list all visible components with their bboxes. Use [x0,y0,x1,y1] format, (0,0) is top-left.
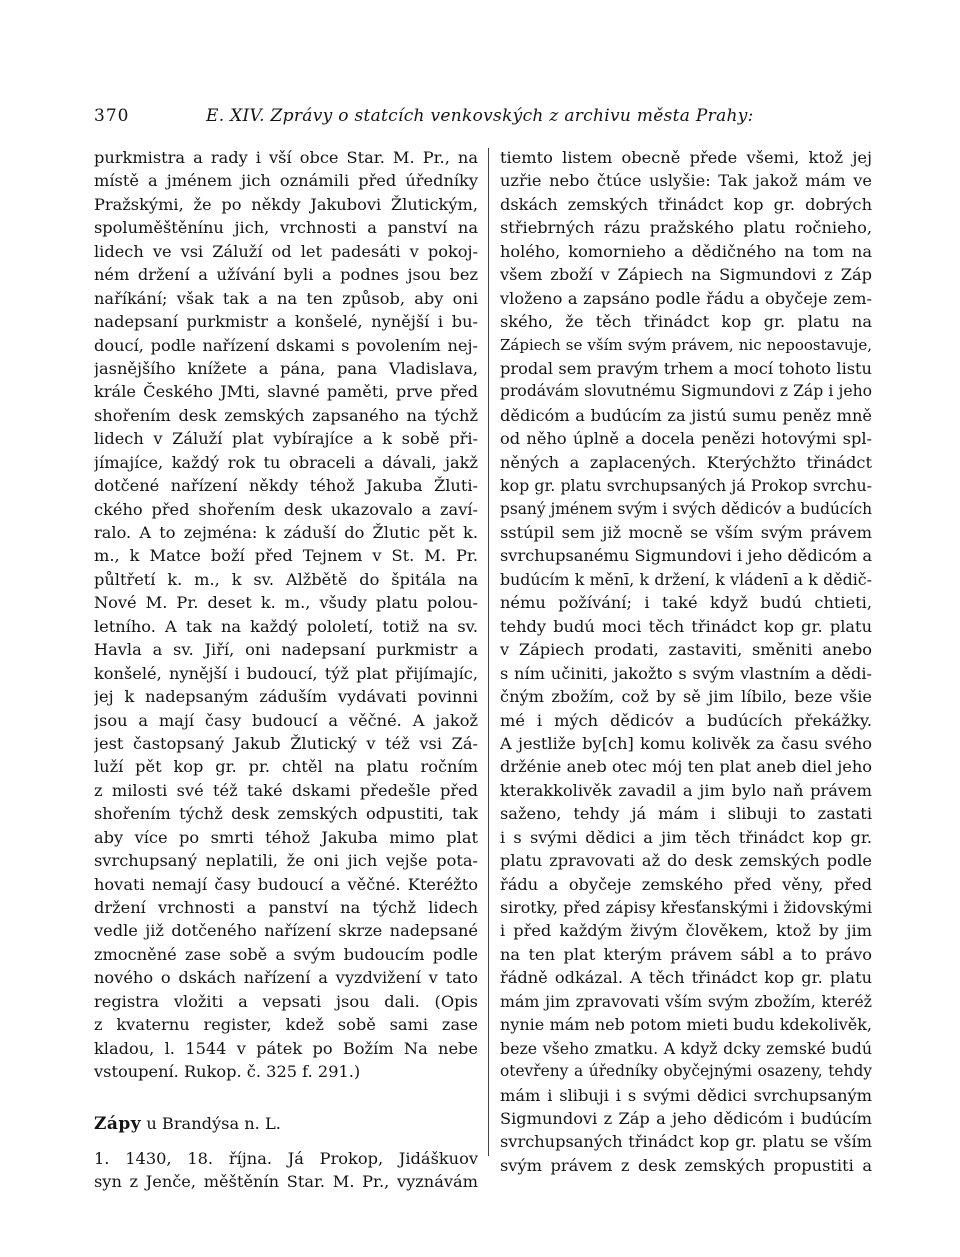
text-line: z milosti své též také dskami předešle před [94,780,478,800]
running-head-title: E. XIV. Zprávy o statcích venkovských z archivu města Prahy: [206,106,754,126]
text-line: jest častopsaný Jakub Žlutický v též vsi Zá- [94,733,478,753]
section-heading [94,1112,478,1135]
running-head [94,104,874,128]
text-line: Havla a sv. Jiří, oni nadepsaní purkmistr a [94,640,478,660]
text-line: ném držení a užívání byli a podnes jsou bez [94,265,478,285]
text-line: Sigmundovi z Záp a jeho dědicóm i budúcím [500,1108,872,1128]
text-line: otevřeny a úředníky obyčejnými osazeny, tehdy [500,1062,872,1081]
section-place-detail: u Brandýsa n. L. [141,1113,281,1133]
text-line: doucí, podle nařízení dskami s povolením nej- [94,335,478,355]
text-line: mé i mých dědicóv a budúcích překážky. [500,710,872,730]
text-line: tiemto listem obecně přede všemi, ktož jej [500,148,872,167]
text-line: svrchupsanému Sigmundovi i jeho dědicóm a [500,546,872,566]
text-line: konšelé, nynější i budoucí, týž plat přijímajíc, [94,663,478,683]
text-line: nému požívání; i také když budú chtieti, [500,593,872,613]
text-line: s ním učiniti, jakožto s svým vlastním a dědi- [500,663,872,683]
text-line: vloženo a zapsáno podle řádu a obyčeje zem- [500,288,872,308]
text-line: letního. A tak na každý pololetí, totiž na sv. [94,616,478,636]
section-place-name: Zápy [94,1113,142,1134]
entry-line: 1. 1430, 18. října. Já Prokop, Jidáškuov [94,1148,478,1168]
text-line: i před každým živým člověkem, ktož by jim [500,921,872,941]
text-line: holého, komornieho a dědičného na tom na [500,241,872,261]
text-line: Zápiech se vším svým právem, nic nepoostavuje, [500,335,872,354]
left-column [94,146,478,1194]
text-line: kterakkolivěk zavadil a jim bylo naň právem [500,780,872,800]
text-line: jímajíce, každý rok tu obraceli a dávali, jakž [94,452,478,472]
section-spacer [94,1084,478,1112]
text-line: jsou a mají časy budoucí a věčné. A jakož [94,710,478,730]
text-line: svým právem z desk zemských propustiti a [500,1155,872,1175]
text-line: ralo. A to zejména: k záduší do Žlutic pět k. [94,523,478,542]
text-line: prodávám slovutnému Sigmundovi z Záp i jeho [500,382,872,401]
text-line: Nové M. Pr. deset k. m., všudy platu polou- [94,593,478,613]
entry-line: syn z Jenče, měštěnín Star. M. Pr., vyznávám [94,1172,478,1192]
text-line: prodal sem pravým trhem a mocí tohoto listu [500,358,872,378]
text-line: platu zpravovati až do desk zemských podle [500,851,872,871]
text-line: svrchupsaných třinádct kop gr. platu se vším [500,1132,872,1152]
text-line: vedle již dotčeného nařízení skrze nadepsané [94,921,478,941]
text-line: mám jim zpravovati vším svým zbožím, kteréž [500,991,872,1011]
text-line: luží pět kop gr. pr. chtěl na platu ročním [94,757,478,777]
text-line: z kvaternu register, kdež sobě sami zase [94,1015,478,1035]
text-line: zmocněné zase sobě a svým budoucím podle [94,944,478,964]
text-line: lidech v Záluží plat vybírajíce a k sobě při- [94,429,478,449]
text-line: od něho úplně a docela penězi hotovými spl- [500,429,872,449]
text-line: na ten plat kterým právem sábl a to právo [500,944,872,964]
text-line: spoluměštěnínu jich, vrchnosti a panství na [94,218,478,238]
text-line: m., k Matce boží před Tejnem v St. M. Pr. [94,546,478,566]
text-line: registra vložiti a vepsati jsou dali. (Opis [94,991,478,1011]
text-line: sstúpil sem již mocně se vším svým právem [500,523,872,542]
column-divider [488,148,489,1156]
text-line: aby více po smrti téhož Jakuba mimo plat [94,827,478,847]
text-line: v Zápiech prodati, zastaviti, směniti anebo [500,640,872,660]
text-line: jej k nadepsaným záduším vydávati povinni [94,687,478,707]
text-line: čným zbožím, což by sě jim líbilo, beze všie [500,687,872,707]
text-line: dědicóm a budúcím za jistú sumu peněz mně [500,405,872,425]
text-line: kop gr. platu svrchupsaných já Prokop svrchu- [500,476,872,496]
text-line: dotčené nařízení někdy téhož Jakuba Žluti- [94,476,478,496]
text-line: purkmistra a rady i vší obce Star. M. Pr., na [94,148,478,167]
text-line: sirotky, před zápisy křesťanskými i židovskými [500,898,872,917]
text-line: tehdy budú moci těch třinádct kop gr. platu [500,616,872,636]
text-line: beze všeho zmatku. A když dcky zemské budú [500,1038,872,1058]
text-line: něných a zaplacených. Kterýchžto třinádct [500,452,872,472]
text-line: nadepsaní purkmistr a konšelé, nynější i bu- [94,312,478,332]
text-line: hovati nemají časy budoucí a věčné. Kteréžto [94,874,478,894]
text-line: kladou, l. 1544 v pátek po Božím Na nebe [94,1038,478,1058]
text-line: ckého před shořením desk ukazovalo a zaví- [94,499,478,519]
entry-spacer [94,1135,478,1147]
text-line: všem zboží v Zápiech na Sigmundovi z Záp [500,265,872,285]
text-line: naříkání; však tak a na ten způsob, aby oni [94,288,478,308]
text-line: jasnějšího knížete a pána, pana Vladislava, [94,358,478,378]
text-line: vstoupení. Rukop. č. 325 f. 291.) [94,1062,361,1082]
text-line: držení vrchnosti a panství na týchž lidech [94,898,478,917]
text-line: nového o dskách nařízení a vyzdvižení v tato [94,968,478,988]
text-line: shořením týchž desk zemských odpustiti, tak [94,804,478,824]
text-line: psaný jménem svým i svých dědicóv a budúcích [500,499,872,518]
text-line: ského, že těch třinádct kop gr. platu na [500,312,872,332]
text-line: A jestliže by[ch] komu kolivěk za času svého [500,733,872,753]
text-line: shořením desk zemských zapsaného na týchž [94,405,478,425]
text-line: střiebrných rázu pražského platu ročnieho, [500,218,872,238]
right-column [500,146,872,1177]
text-line: nynie mám neb potom mieti budu kdekolivěk, [500,1015,872,1035]
text-line: uzřie nebo čtúce uslyšie: Tak jakož mám ve [500,171,872,191]
text-line: místě a jménem jich oznámili před úředníky [94,171,478,191]
text-line: budúcím k měnī, k držení, k vládenī a k dědič- [500,569,872,589]
text-line: řádu a obyčeje zemského před věny, před [500,874,872,894]
text-line: svrchupsaný neplatili, že oni jich vejše pota- [94,851,478,871]
text-line: držénie aneb otec mój ten plat aneb diel jeho [500,757,872,777]
text-line: dskách zemských třinádct kop gr. dobrých [500,194,872,214]
text-line: lidech ve vsi Záluží od let padesáti v pokoj- [94,241,478,261]
text-line: řádně odkázal. A těch třinádct kop gr. platu [500,968,872,988]
text-line: Pražskými, že po někdy Jakubovi Žlutickým, [94,194,478,214]
page-number: 370 [94,106,130,126]
text-line: saženo, tehdy já mám i slibuji to zastati [500,804,872,824]
text-line: půltřetí k. m., k sv. Alžbětě do špitála na [94,569,478,589]
text-line: i s svými dědici a jim těch třinádct kop gr. [500,827,872,847]
text-line: mám i slibuji i s svými dědici svrchupsaným [500,1085,872,1105]
text-line: krále Českého JMti, slavné paměti, prve před [94,382,478,402]
